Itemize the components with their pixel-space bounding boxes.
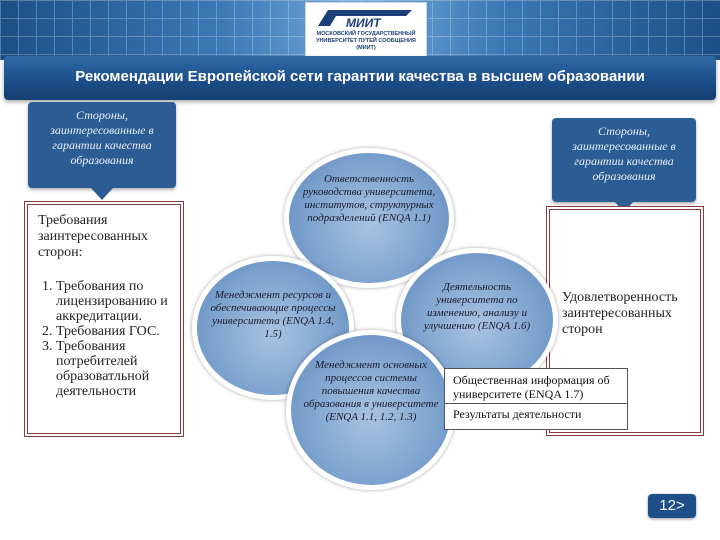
university-logo <box>305 2 427 60</box>
public-info-text: Общественная информация об университете (ENQA 1.7) <box>453 373 610 401</box>
stakeholders-left-text: Стороны, заинтересованные в гарантии качества образования <box>50 108 154 167</box>
outputs-box <box>444 368 628 430</box>
requirement-item: 3. Требования потребителей образоватльной деятельности <box>56 339 174 399</box>
requirement-item: 1. Требования по лицензированию и аккредитации. <box>56 279 174 324</box>
results-text: Результаты деятельности <box>453 407 582 421</box>
miit-logo-mark <box>316 6 416 30</box>
circle-bottom-text: Менеджмент основных процессов системы повышения качества образования в университете (ENQA 1.1, 1.2, 1.3) <box>303 359 439 423</box>
outputs-divider <box>445 403 627 404</box>
circle-left-text: Менеджмент ресурсов и обеспечивающие процессы университета (ENQA 1.4, 1.5) <box>210 289 336 340</box>
circle-right-text: Деятельность университета по изменению, анализу и улучшению (ENQA 1.6) <box>423 281 531 332</box>
circle-top-text: Ответственность руководства университета, институтов, структурных подразделений (ENQA 1.1) <box>302 173 436 224</box>
stakeholders-right-box <box>552 118 696 202</box>
requirements-list <box>38 279 174 399</box>
circle-core-processes <box>286 330 456 490</box>
stakeholders-right-text: Стороны, заинтересованные в гарантии качества образования <box>572 124 676 183</box>
stakeholders-left-box <box>28 102 176 188</box>
arrow-down-left-icon <box>91 188 113 200</box>
title-bar <box>4 56 716 100</box>
requirements-heading: Требования заинтересованных сторон: <box>38 213 148 260</box>
logo-subtitle: МОСКОВСКИЙ ГОСУДАРСТВЕННЫЙ УНИВЕРСИТЕТ ПУТЕЙ СООБЩЕНИЯ (МИИТ) <box>316 31 416 51</box>
satisfaction-text: Удовлетворенность заинтересованных сторон <box>562 290 678 337</box>
slide-title: Рекомендации Европейской сети гарантии качества в высшем образовании <box>75 68 645 85</box>
requirement-item: 2. Требования ГОС. <box>56 324 174 339</box>
svg-text:МИИТ: МИИТ <box>346 16 381 30</box>
requirements-box <box>24 201 184 437</box>
next-page-button[interactable]: 12> <box>648 494 696 518</box>
